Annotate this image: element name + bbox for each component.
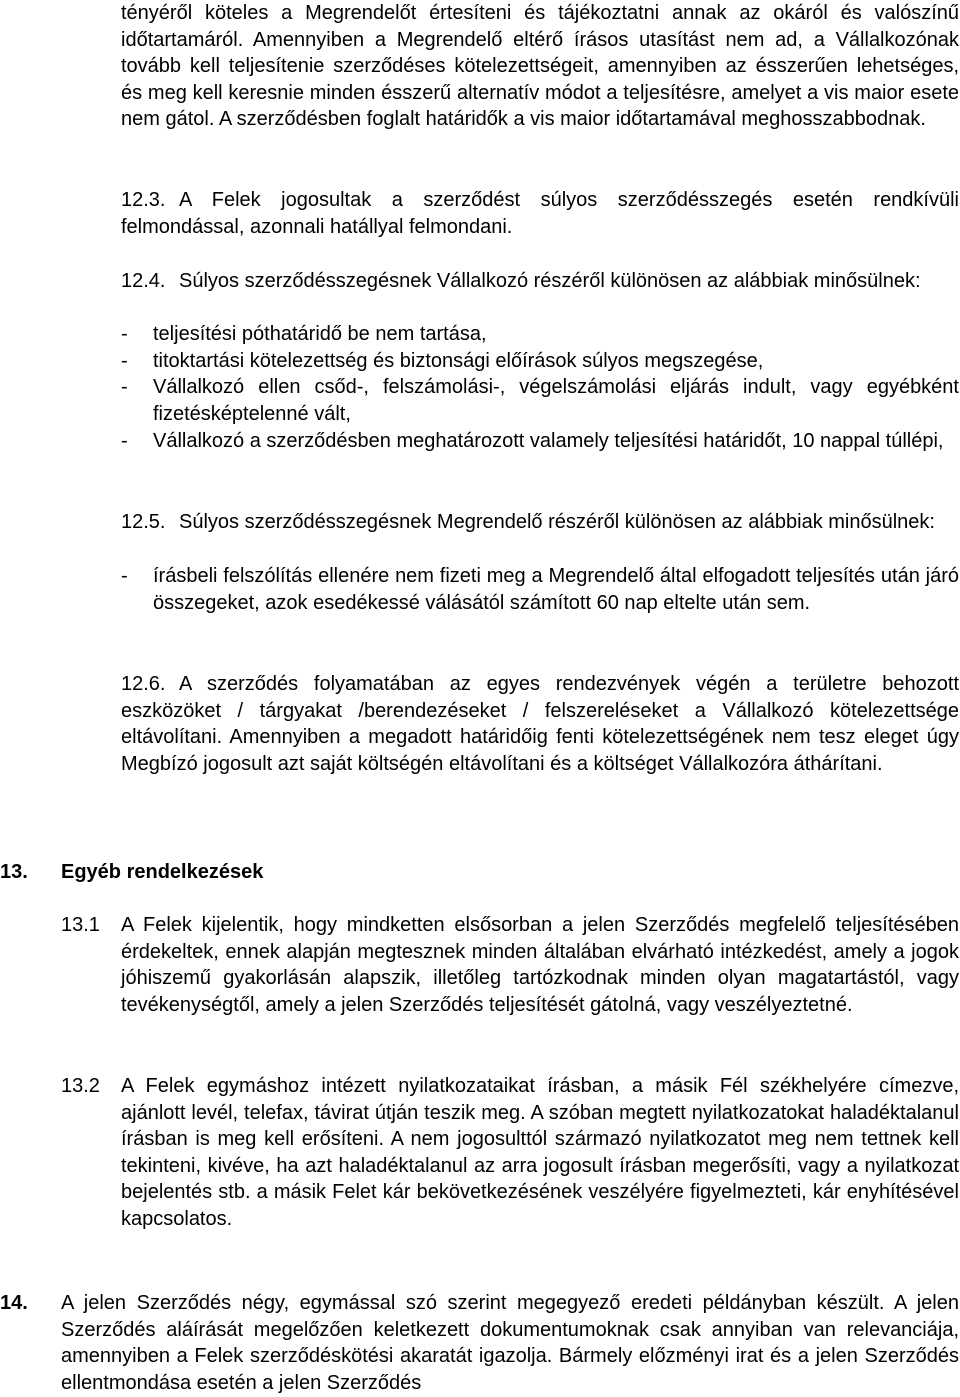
section-title-13: Egyéb rendelkezések	[61, 861, 264, 883]
clause-12-3-text: A Felek jogosultak a szerződést súlyos szerződésszegés esetén rendkívüli felmondással, azonnali hatállyal felmondani.	[121, 189, 959, 238]
bullet-dash: -	[121, 350, 128, 372]
clause-number-13-2: 13.2	[61, 1075, 100, 1097]
clause-number-12-4: 12.4.	[121, 270, 166, 292]
clause-12-4-item-4: Vállalkozó a szerződésben meghatározott valamely teljesítési határidőt, 10 nappal túllépi,	[153, 430, 944, 452]
bullet-dash: -	[121, 323, 128, 345]
clause-number-12-5: 12.5.	[121, 511, 166, 533]
bullet-dash: -	[121, 376, 128, 398]
clause-12-4-item-2: titoktartási kötelezettség és biztonsági előírások súlyos megszegése,	[153, 350, 764, 372]
clause-number-13-1: 13.1	[61, 914, 100, 936]
section-number-14: 14.	[0, 1292, 28, 1314]
clause-number-12-3: 12.3.	[121, 189, 166, 211]
clause-12-5-item-1: írásbeli felszólítás ellenére nem fizeti meg a Megrendelő által elfogadott teljesítés után járó összegeket, azok esedékessé válásától számított 60 nap eltelte után sem.	[153, 565, 959, 614]
bullet-dash: -	[121, 565, 128, 587]
clause-12-6-text: A szerződés folyamatában az egyes rendezvények végén a területre behozott eszközöket / tárgyakat /berendezéseket / felszereléseket a Vállalkozó kötelezettsége eltávolítani. Amennyiben a megadott határidőig fenti kötelezettségének nem tesz eleget úgy Megbízó jogosult azt saját költségén eltávolítani és a költséget Vállalkozóra áthárítani.	[121, 673, 959, 775]
section-number-13: 13.	[0, 861, 28, 883]
clause-number-12-6: 12.6.	[121, 673, 166, 695]
section-14-text: A jelen Szerződés négy, egymással szó szerint megegyező eredeti példányban készült. A jelen Szerződés aláírását megelőzően keletkezett dokumentumoknak csak annyiban van relevanciája, amennyiben a Felek szerződéskötési akaratát igazolja. Bármely előzményi irat és a jelen Szerződés ellentmondása esetén a jelen Szerződés	[61, 1292, 959, 1394]
clause-13-1-text: A Felek kijelentik, hogy mindketten elsősorban a jelen Szerződés megfelelő teljesítésében érdekeltek, ennek alapján megtesznek minden általában elvárható intézkedést, amely a jogok jóhiszemű gyakorlásán alapszik, illetőleg tartózkodnak minden olyan magatartástól, vagy tevékenységtől, amely a jelen Szerződés teljesítését gátolná, vagy veszélyeztetné.	[121, 914, 959, 1016]
bullet-dash: -	[121, 430, 128, 452]
continued-paragraph: tényéről köteles a Megrendelőt értesíteni és tájékoztatni annak az okáról és valószínű időtartamáról. Amennyiben a Megrendelő eltérő írásos utasítást nem ad, a Vállalkozónak tovább kell teljesítenie szerződéses kötelezettségeit, amennyiben az ésszerűen lehetséges, és meg kell keresnie minden ésszerű alternatív módot a teljesítésre, amelyet a vis maior esete nem gátol. A szerződésben foglalt határidők a vis maior időtartamával meghosszabbodnak.	[121, 2, 959, 130]
clause-12-4-intro: Súlyos szerződésszegésnek Vállalkozó részéről különösen az alábbiak minősülnek:	[179, 270, 921, 292]
clause-12-5-intro: Súlyos szerződésszegésnek Megrendelő részéről különösen az alábbiak minősülnek:	[179, 511, 935, 533]
clause-13-2-text: A Felek egymáshoz intézett nyilatkozataikat írásban, a másik Fél székhelyére címezve, ajánlott levél, telefax, távirat útján teszik meg. A szóban megtett nyilatkozatokat haladéktalanul írásban is meg kell erősíteni. A nem jogosulttól származó nyilatkozatot meg nem tettnek kell tekinteni, kivéve, ha azt haladéktalanul az arra jogosult írásban megerősíti, vagy a nyilatkozat bejelentés stb. a másik Felet kár bekövetkezésének veszélyére figyelmezteti, kár enyhítésével kapcsolatos.	[121, 1075, 959, 1230]
clause-12-4-item-3: Vállalkozó ellen csőd-, felszámolási-, végelszámolási eljárás indult, vagy egyébként fizetésképtelenné vált,	[153, 376, 959, 425]
clause-12-4-item-1: teljesítési póthatáridő be nem tartása,	[153, 323, 487, 345]
